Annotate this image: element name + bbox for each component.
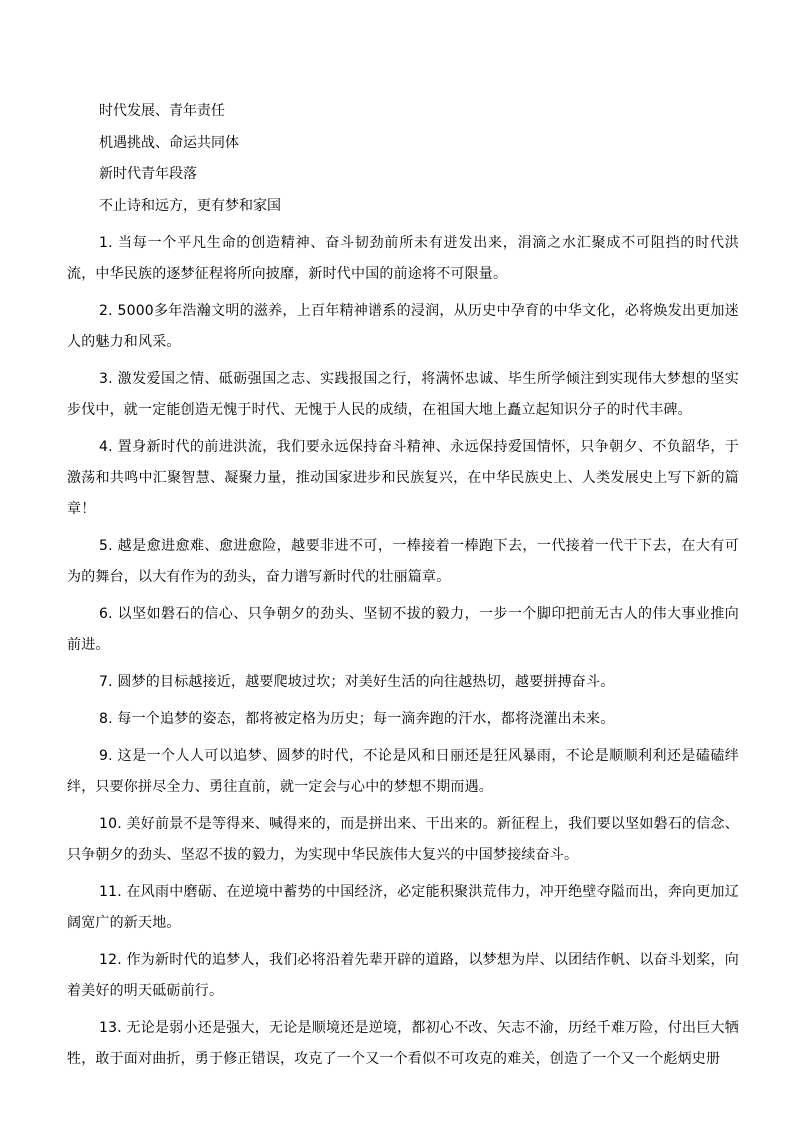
heading-line-4: 不止诗和远方，更有梦和家国 [99,198,281,214]
paragraph-9: 9. 这是一个人人可以追梦、圆梦的时代，不论是风和日丽还是狂风暴雨，不论是顺顺利利还是磕磕绊绊，只要你拼尽全力、勇往直前，就一定会与心中的梦想不期而遇。 [67,748,739,795]
paragraph-13: 13. 无论是弱小还是强大，无论是顺境还是逆境，都初心不改、矢志不渝，历经千难万险，付出巨大牺牲，敢于面对曲折，勇于修正错误，攻克了一个又一个看似不可攻克的难关，创造了一个又一个彪炳史册 [67,1020,739,1067]
paragraph-3: 3. 激发爱国之情、砥砺强国之志、实践报国之行，将满怀忠诚、毕生所学倾注到实现伟大梦想的坚实步伐中，就一定能创造无愧于时代、无愧于人民的成绩，在祖国大地上矗立起知识分子的时代丰碑。 [67,371,739,418]
paragraph-6: 6. 以坚如磐石的信心、只争朝夕的劲头、坚韧不拔的毅力，一步一个脚印把前无古人的伟大事业推向前进。 [67,606,739,653]
paragraph-10: 10. 美好前景不是等得来、喊得来的，而是拼出来、干出来的。新征程上，我们要以坚如磐石的信念、只争朝夕的劲头、坚忍不拔的毅力，为实现中华民族伟大复兴的中国梦接续奋斗。 [67,816,739,863]
paragraph-4: 4. 置身新时代的前进洪流，我们要永远保持奋斗精神、永远保持爱国情怀，只争朝夕、不负韶华，于激荡和共鸣中汇聚智慧、凝聚力量，推动国家进步和民族复兴，在中华民族史上、人类发展史上写下新的篇章！ [67,439,739,517]
paragraph-5: 5. 越是愈进愈难、愈进愈险，越要非进不可，一棒接着一棒跑下去，一代接着一代干下去，在大有可为的舞台，以大有作为的劲头，奋力谱写新时代的壮丽篇章。 [67,538,739,585]
paragraph-7: 7. 圆梦的目标越接近，越要爬坡过坎；对美好生活的向往越热切，越要拼搏奋斗。 [99,674,615,690]
paragraph-11: 11. 在风雨中磨砺、在逆境中蓄势的中国经济，必定能积聚洪荒伟力，冲开绝壁夺隘而出，奔向更加辽阔宽广的新天地。 [67,884,739,931]
heading-line-3: 新时代青年段落 [99,166,197,182]
paragraph-12: 12. 作为新时代的追梦人，我们必将沿着先辈开辟的道路，以梦想为岸、以团结作帆、以奋斗划桨，向着美好的明天砥砺前行。 [67,952,739,999]
paragraph-8: 8. 每一个追梦的姿态，都将被定格为历史；每一滴奔跑的汗水，都将浇灌出未来。 [99,711,615,727]
heading-line-2: 机遇挑战、命运共同体 [99,135,239,151]
paragraph-list [67,228,739,1081]
heading-line-1: 时代发展、青年责任 [99,103,225,119]
paragraph-2: 2. 5000多年浩瀚文明的滋养，上百年精神谱系的浸润，从历史中孕育的中华文化，必将焕发出更加迷人的魅力和风采。 [67,303,739,350]
paragraph-1: 1. 当每一个平凡生命的创造精神、奋斗韧劲前所未有迸发出来，涓滴之水汇聚成不可阻挡的时代洪流，中华民族的逐梦征程将所向披靡，新时代中国的前途将不可限量。 [67,235,739,282]
